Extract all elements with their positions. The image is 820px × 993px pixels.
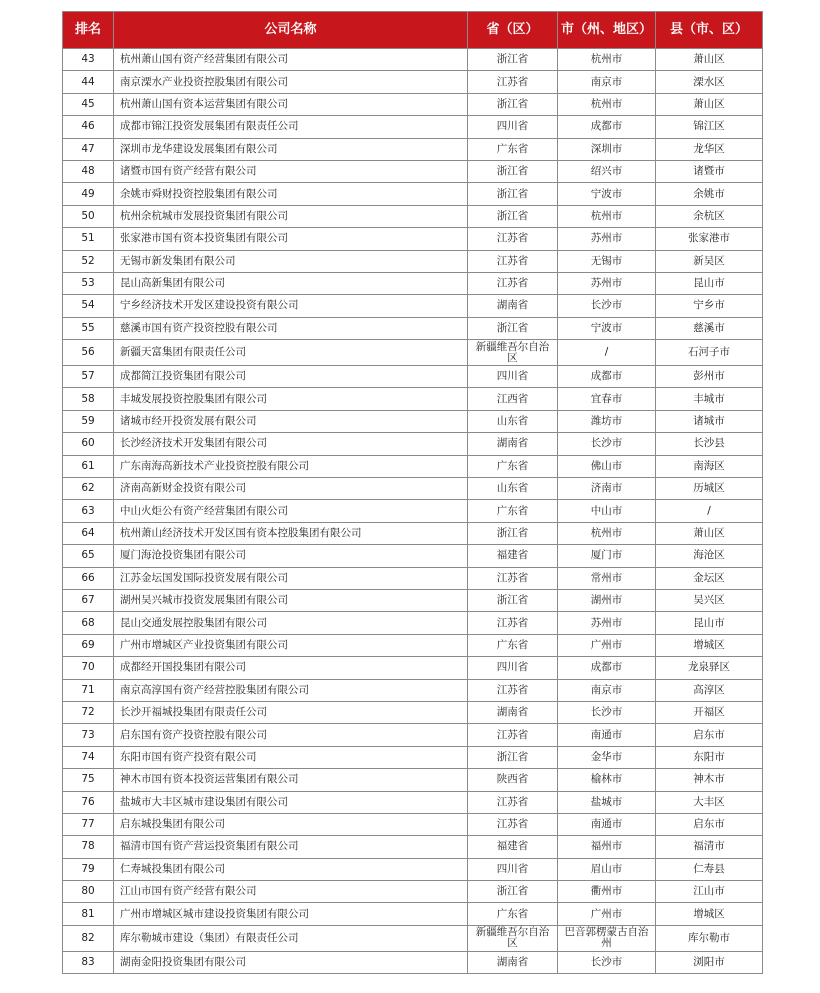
cell-county: 溧水区: [656, 71, 763, 93]
header-rank: 排名: [63, 12, 114, 49]
cell-province: 浙江省: [468, 746, 558, 768]
cell-city: 广州市: [558, 903, 656, 925]
table-row: [63, 701, 763, 723]
cell-province: 江苏省: [468, 71, 558, 93]
table-row: [63, 951, 763, 973]
cell-county: 南海区: [656, 455, 763, 477]
cell-county: 高淳区: [656, 679, 763, 701]
table-row: [63, 500, 763, 522]
table-row: [63, 769, 763, 791]
cell-county: 昆山市: [656, 272, 763, 294]
cell-company-name: 成都市锦江投资发展集团有限责任公司: [114, 116, 468, 138]
cell-city: 佛山市: [558, 455, 656, 477]
cell-company-name: 盐城市大丰区城市建设集团有限公司: [114, 791, 468, 813]
cell-rank: 77: [63, 813, 114, 835]
table-header-row: [63, 12, 763, 49]
cell-province: 山东省: [468, 410, 558, 432]
cell-county: 张家港市: [656, 228, 763, 250]
cell-city: 深圳市: [558, 138, 656, 160]
cell-city: 衢州市: [558, 881, 656, 903]
table-row: [63, 205, 763, 227]
header-province: 省（区）: [468, 12, 558, 49]
cell-county: 慈溪市: [656, 317, 763, 339]
cell-province: 浙江省: [468, 317, 558, 339]
cell-province: 四川省: [468, 116, 558, 138]
cell-province: 浙江省: [468, 589, 558, 611]
cell-company-name: 杭州萧山国有资本运营集团有限公司: [114, 93, 468, 115]
cell-company-name: 湖州吴兴城市投资发展集团有限公司: [114, 589, 468, 611]
cell-county: 锦江区: [656, 116, 763, 138]
cell-province: 福建省: [468, 836, 558, 858]
cell-rank: 79: [63, 858, 114, 880]
table-row: [63, 410, 763, 432]
cell-city: 南京市: [558, 679, 656, 701]
cell-county: 龙泉驿区: [656, 657, 763, 679]
table-row: [63, 272, 763, 294]
cell-rank: 56: [63, 340, 114, 366]
cell-county: 新吴区: [656, 250, 763, 272]
cell-city: 宁波市: [558, 317, 656, 339]
cell-rank: 72: [63, 701, 114, 723]
cell-province: 福建省: [468, 545, 558, 567]
cell-rank: 46: [63, 116, 114, 138]
cell-province: 江苏省: [468, 813, 558, 835]
cell-province: 湖南省: [468, 951, 558, 973]
cell-province: 湖南省: [468, 295, 558, 317]
cell-company-name: 深圳市龙华建设发展集团有限公司: [114, 138, 468, 160]
cell-company-name: 无锡市新发集团有限公司: [114, 250, 468, 272]
cell-province: 广东省: [468, 500, 558, 522]
cell-province: 四川省: [468, 858, 558, 880]
cell-rank: 76: [63, 791, 114, 813]
cell-city: 盐城市: [558, 791, 656, 813]
cell-county: 海沧区: [656, 545, 763, 567]
cell-rank: 48: [63, 160, 114, 182]
cell-rank: 64: [63, 522, 114, 544]
cell-rank: 69: [63, 634, 114, 656]
cell-province: 浙江省: [468, 49, 558, 71]
cell-company-name: 广东南海高新技术产业投资控股有限公司: [114, 455, 468, 477]
cell-company-name: 丰城发展投资控股集团有限公司: [114, 388, 468, 410]
cell-rank: 66: [63, 567, 114, 589]
cell-county: 萧山区: [656, 522, 763, 544]
cell-county: 东阳市: [656, 746, 763, 768]
cell-company-name: 余姚市舜财投资控股集团有限公司: [114, 183, 468, 205]
cell-rank: 70: [63, 657, 114, 679]
cell-city: 杭州市: [558, 49, 656, 71]
table-row: [63, 183, 763, 205]
cell-company-name: 仁寿城投集团有限公司: [114, 858, 468, 880]
table-row: [63, 836, 763, 858]
cell-province: 江苏省: [468, 612, 558, 634]
cell-company-name: 中山火炬公有资产经营集团有限公司: [114, 500, 468, 522]
cell-province: 广东省: [468, 138, 558, 160]
cell-city: 眉山市: [558, 858, 656, 880]
cell-city: 济南市: [558, 478, 656, 500]
cell-company-name: 杭州萧山国有资产经营集团有限公司: [114, 49, 468, 71]
table-row: [63, 791, 763, 813]
cell-province: 湖南省: [468, 701, 558, 723]
cell-province: 江苏省: [468, 250, 558, 272]
cell-province: 浙江省: [468, 205, 558, 227]
cell-rank: 52: [63, 250, 114, 272]
cell-county: 增城区: [656, 903, 763, 925]
cell-county: /: [656, 500, 763, 522]
cell-city: 厦门市: [558, 545, 656, 567]
cell-company-name: 宁乡经济技术开发区建设投资有限公司: [114, 295, 468, 317]
cell-city: 长沙市: [558, 951, 656, 973]
table-row: [63, 903, 763, 925]
cell-company-name: 诸城市经开投资发展有限公司: [114, 410, 468, 432]
cell-county: 石河子市: [656, 340, 763, 366]
cell-company-name: 杭州萧山经济技术开发区国有资本控股集团有限公司: [114, 522, 468, 544]
cell-county: 库尔勒市: [656, 925, 763, 951]
table-row: [63, 93, 763, 115]
table-row: [63, 679, 763, 701]
table-row: [63, 522, 763, 544]
cell-rank: 58: [63, 388, 114, 410]
cell-company-name: 昆山交通发展控股集团有限公司: [114, 612, 468, 634]
cell-company-name: 广州市增城区产业投资集团有限公司: [114, 634, 468, 656]
cell-city: 成都市: [558, 657, 656, 679]
cell-rank: 74: [63, 746, 114, 768]
cell-province: 山东省: [468, 478, 558, 500]
table-row: [63, 228, 763, 250]
cell-company-name: 东阳市国有资产投资有限公司: [114, 746, 468, 768]
cell-county: 开福区: [656, 701, 763, 723]
cell-company-name: 福清市国有资产营运投资集团有限公司: [114, 836, 468, 858]
cell-company-name: 张家港市国有资本投资集团有限公司: [114, 228, 468, 250]
cell-rank: 78: [63, 836, 114, 858]
cell-province: 浙江省: [468, 881, 558, 903]
cell-province: 江苏省: [468, 679, 558, 701]
cell-city: 绍兴市: [558, 160, 656, 182]
cell-province: 江苏省: [468, 724, 558, 746]
cell-county: 龙华区: [656, 138, 763, 160]
table-row: [63, 49, 763, 71]
cell-rank: 44: [63, 71, 114, 93]
cell-company-name: 新疆天富集团有限责任公司: [114, 340, 468, 366]
cell-rank: 65: [63, 545, 114, 567]
table-row: [63, 567, 763, 589]
cell-county: 萧山区: [656, 49, 763, 71]
cell-company-name: 成都简江投资集团有限公司: [114, 366, 468, 388]
cell-city: 南京市: [558, 71, 656, 93]
cell-city: 成都市: [558, 116, 656, 138]
cell-city: 宁波市: [558, 183, 656, 205]
table-row: [63, 295, 763, 317]
cell-county: 余姚市: [656, 183, 763, 205]
cell-rank: 71: [63, 679, 114, 701]
cell-county: 福清市: [656, 836, 763, 858]
cell-company-name: 启东国有资产投资控股有限公司: [114, 724, 468, 746]
cell-city: 宜春市: [558, 388, 656, 410]
cell-province: 江苏省: [468, 567, 558, 589]
table-row: [63, 71, 763, 93]
table-row: [63, 925, 763, 951]
cell-county: 吴兴区: [656, 589, 763, 611]
cell-rank: 60: [63, 433, 114, 455]
table-row: [63, 881, 763, 903]
cell-city: 常州市: [558, 567, 656, 589]
table-row: [63, 634, 763, 656]
cell-company-name: 杭州余杭城市发展投资集团有限公司: [114, 205, 468, 227]
cell-county: 昆山市: [656, 612, 763, 634]
cell-province: 广东省: [468, 634, 558, 656]
cell-rank: 59: [63, 410, 114, 432]
cell-province: 新疆维吾尔自治区: [468, 340, 558, 366]
cell-city: 福州市: [558, 836, 656, 858]
cell-county: 长沙县: [656, 433, 763, 455]
cell-county: 诸暨市: [656, 160, 763, 182]
cell-province: 江西省: [468, 388, 558, 410]
cell-company-name: 长沙开福城投集团有限责任公司: [114, 701, 468, 723]
cell-county: 历城区: [656, 478, 763, 500]
cell-company-name: 济南高新财金投资有限公司: [114, 478, 468, 500]
cell-province: 浙江省: [468, 183, 558, 205]
cell-company-name: 南京高淳国有资产经营控股集团有限公司: [114, 679, 468, 701]
cell-company-name: 慈溪市国有资产投资控股有限公司: [114, 317, 468, 339]
table-row: [63, 657, 763, 679]
cell-county: 神木市: [656, 769, 763, 791]
cell-rank: 75: [63, 769, 114, 791]
cell-province: 湖南省: [468, 433, 558, 455]
cell-county: 诸城市: [656, 410, 763, 432]
cell-rank: 57: [63, 366, 114, 388]
cell-province: 四川省: [468, 657, 558, 679]
cell-city: 杭州市: [558, 205, 656, 227]
cell-county: 金坛区: [656, 567, 763, 589]
cell-rank: 45: [63, 93, 114, 115]
table-row: [63, 724, 763, 746]
cell-province: 浙江省: [468, 160, 558, 182]
table-row: [63, 138, 763, 160]
cell-rank: 55: [63, 317, 114, 339]
cell-county: 余杭区: [656, 205, 763, 227]
cell-province: 浙江省: [468, 93, 558, 115]
cell-city: 成都市: [558, 366, 656, 388]
table-row: [63, 340, 763, 366]
table-row: [63, 160, 763, 182]
cell-province: 陕西省: [468, 769, 558, 791]
cell-province: 江苏省: [468, 272, 558, 294]
cell-rank: 62: [63, 478, 114, 500]
table-row: [63, 858, 763, 880]
cell-province: 广东省: [468, 903, 558, 925]
cell-company-name: 启东城投集团有限公司: [114, 813, 468, 835]
cell-company-name: 神木市国有资本投资运营集团有限公司: [114, 769, 468, 791]
cell-rank: 51: [63, 228, 114, 250]
table-row: [63, 388, 763, 410]
cell-company-name: 库尔勒城市建设（集团）有限责任公司: [114, 925, 468, 951]
cell-rank: 43: [63, 49, 114, 71]
cell-city: 无锡市: [558, 250, 656, 272]
table-row: [63, 250, 763, 272]
cell-city: 中山市: [558, 500, 656, 522]
cell-province: 广东省: [468, 455, 558, 477]
cell-company-name: 南京溧水产业投资控股集团有限公司: [114, 71, 468, 93]
cell-county: 启东市: [656, 813, 763, 835]
cell-company-name: 成都经开国投集团有限公司: [114, 657, 468, 679]
cell-rank: 73: [63, 724, 114, 746]
cell-city: 金华市: [558, 746, 656, 768]
cell-rank: 81: [63, 903, 114, 925]
cell-city: 长沙市: [558, 701, 656, 723]
cell-county: 宁乡市: [656, 295, 763, 317]
cell-city: 广州市: [558, 634, 656, 656]
cell-province: 新疆维吾尔自治区: [468, 925, 558, 951]
cell-rank: 53: [63, 272, 114, 294]
cell-company-name: 江山市国有资产经营有限公司: [114, 881, 468, 903]
cell-city: 杭州市: [558, 522, 656, 544]
cell-rank: 63: [63, 500, 114, 522]
cell-rank: 80: [63, 881, 114, 903]
cell-city: 南通市: [558, 724, 656, 746]
cell-rank: 54: [63, 295, 114, 317]
cell-city: 榆林市: [558, 769, 656, 791]
cell-city: /: [558, 340, 656, 366]
cell-county: 江山市: [656, 881, 763, 903]
cell-city: 苏州市: [558, 228, 656, 250]
cell-rank: 82: [63, 925, 114, 951]
table-row: [63, 478, 763, 500]
ranking-table: [62, 11, 763, 974]
table-row: [63, 433, 763, 455]
cell-county: 大丰区: [656, 791, 763, 813]
cell-rank: 67: [63, 589, 114, 611]
header-county: 县（市、区）: [656, 12, 763, 49]
cell-province: 江苏省: [468, 791, 558, 813]
cell-city: 长沙市: [558, 433, 656, 455]
cell-rank: 49: [63, 183, 114, 205]
header-company-name: 公司名称: [114, 12, 468, 49]
cell-county: 启东市: [656, 724, 763, 746]
cell-county: 增城区: [656, 634, 763, 656]
cell-company-name: 长沙经济技术开发集团有限公司: [114, 433, 468, 455]
cell-rank: 68: [63, 612, 114, 634]
table-row: [63, 455, 763, 477]
cell-company-name: 湖南金阳投资集团有限公司: [114, 951, 468, 973]
cell-province: 浙江省: [468, 522, 558, 544]
header-city: 市（州、地区）: [558, 12, 656, 49]
cell-rank: 47: [63, 138, 114, 160]
table-row: [63, 746, 763, 768]
cell-county: 丰城市: [656, 388, 763, 410]
table-row: [63, 545, 763, 567]
cell-city: 苏州市: [558, 272, 656, 294]
cell-province: 四川省: [468, 366, 558, 388]
cell-company-name: 厦门海沧投资集团有限公司: [114, 545, 468, 567]
cell-city: 长沙市: [558, 295, 656, 317]
cell-city: 杭州市: [558, 93, 656, 115]
table-row: [63, 317, 763, 339]
cell-rank: 50: [63, 205, 114, 227]
cell-city: 南通市: [558, 813, 656, 835]
cell-county: 仁寿县: [656, 858, 763, 880]
cell-rank: 83: [63, 951, 114, 973]
cell-company-name: 诸暨市国有资产经营有限公司: [114, 160, 468, 182]
cell-company-name: 昆山高新集团有限公司: [114, 272, 468, 294]
cell-company-name: 江苏金坛国发国际投资发展有限公司: [114, 567, 468, 589]
cell-county: 萧山区: [656, 93, 763, 115]
cell-county: 彭州市: [656, 366, 763, 388]
cell-city: 湖州市: [558, 589, 656, 611]
table-row: [63, 116, 763, 138]
table-row: [63, 589, 763, 611]
table-body: [63, 49, 763, 974]
table-row: [63, 366, 763, 388]
cell-county: 浏阳市: [656, 951, 763, 973]
cell-company-name: 广州市增城区城市建设投资集团有限公司: [114, 903, 468, 925]
cell-city: 苏州市: [558, 612, 656, 634]
cell-city: 潍坊市: [558, 410, 656, 432]
cell-city: 巴音郭楞蒙古自治州: [558, 925, 656, 951]
table-row: [63, 813, 763, 835]
cell-rank: 61: [63, 455, 114, 477]
cell-province: 江苏省: [468, 228, 558, 250]
table-row: [63, 612, 763, 634]
